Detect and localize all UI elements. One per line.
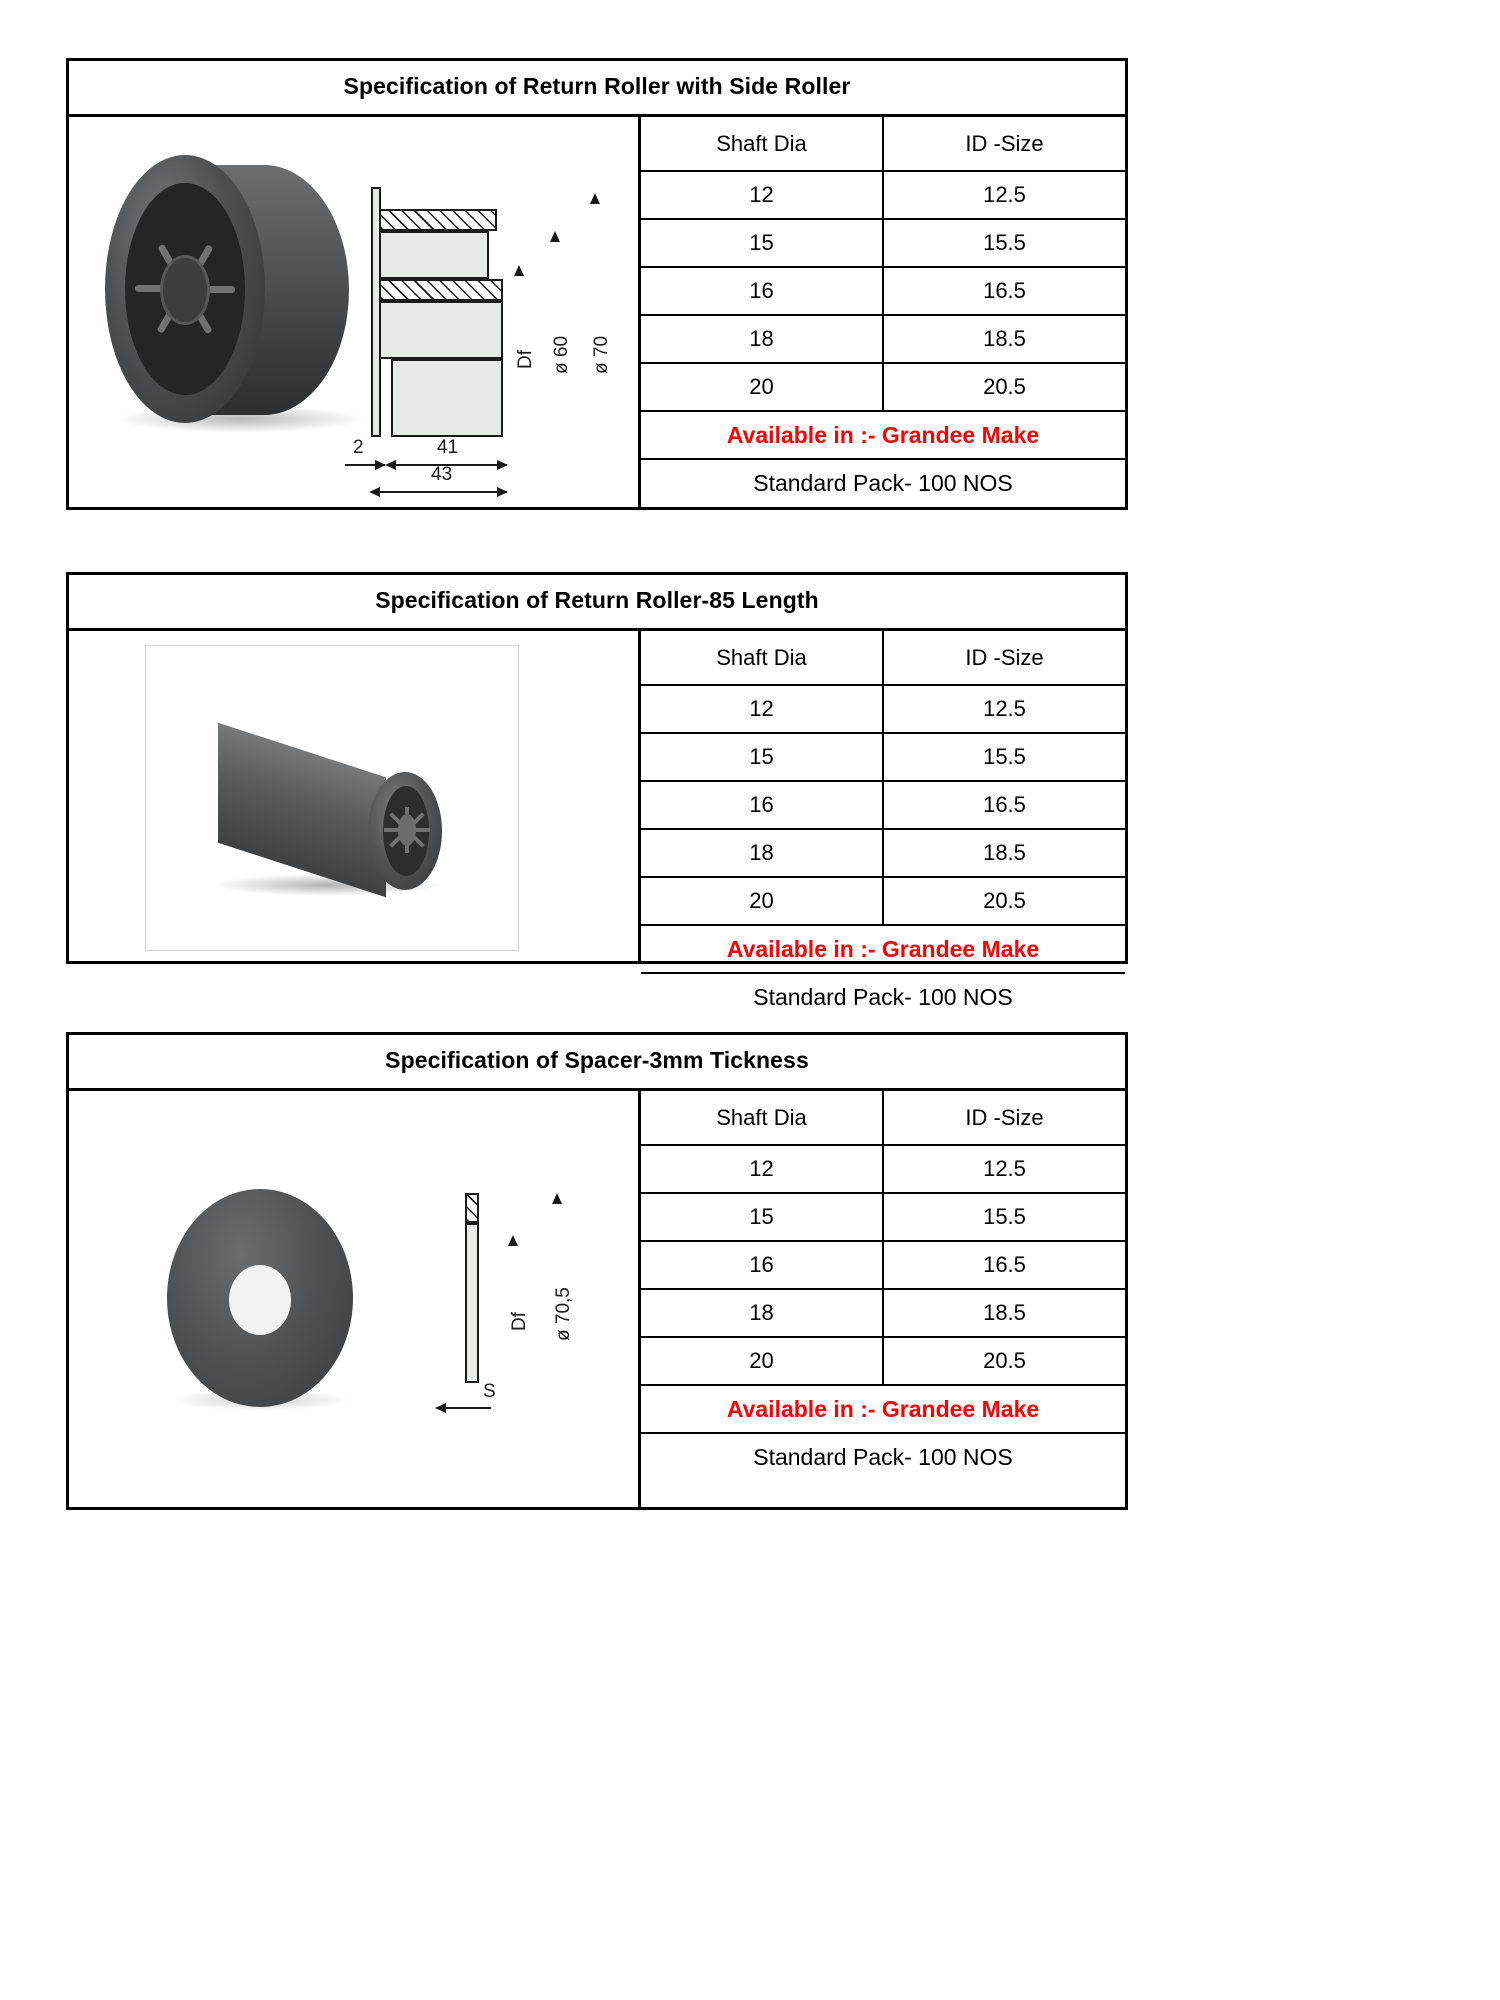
- dim-ext-dia60: [369, 437, 437, 439]
- spec-block-return-roller-side-roller: [66, 58, 1128, 510]
- cell-id-size: 12.5: [883, 685, 1125, 733]
- cell-shaft-dia: 15: [641, 219, 883, 267]
- spec-table: [641, 631, 1125, 1021]
- cell-shaft-dia: 20: [641, 363, 883, 411]
- table-row: [641, 267, 1125, 315]
- dim-line-dia705: [429, 1297, 431, 1443]
- cell-id-size: 12.5: [883, 171, 1125, 219]
- dim-arrow-df-up: [514, 265, 524, 276]
- spec-table: [641, 117, 1125, 507]
- cell-id-size: 20.5: [883, 363, 1125, 411]
- cell-id-size: 16.5: [883, 1241, 1125, 1289]
- section-title: Specification of Return Roller with Side Roller: [69, 61, 1125, 117]
- dim-arrow-41-right: [497, 460, 508, 470]
- dim-arrow-dia705-up: [552, 1193, 562, 1204]
- photo-frame: [145, 645, 519, 951]
- section-title: Specification of Return Roller-85 Length: [69, 575, 1125, 631]
- table-header-row: [641, 117, 1125, 171]
- dim-label-s: S: [483, 1381, 496, 1402]
- note-pack-text: Standard Pack- 100 NOS: [753, 470, 1013, 497]
- dim-label-41: 41: [437, 437, 459, 458]
- cell-shaft-dia: 15: [641, 1193, 883, 1241]
- cell-shaft-dia: 12: [641, 685, 883, 733]
- dim-label-dia60: ø 60: [551, 335, 572, 374]
- dim-arrow-dia70-up: [590, 193, 600, 204]
- table-note-row: [641, 973, 1125, 1021]
- cell-id-size: 16.5: [883, 781, 1125, 829]
- dim-label-dia705: ø 70,5: [553, 1287, 574, 1341]
- note-pack-text: Standard Pack- 100 NOS: [753, 1444, 1013, 1471]
- dim-arrow-dia60-up: [550, 231, 560, 242]
- table-row: [641, 171, 1125, 219]
- table-header-row: [641, 1091, 1125, 1145]
- table-row: [641, 1145, 1125, 1193]
- cell-shaft-dia: 16: [641, 781, 883, 829]
- table-note-row: [641, 411, 1125, 459]
- roller-hub: [160, 255, 210, 325]
- cell-id-size: 16.5: [883, 267, 1125, 315]
- dim-arrow-43-left: [369, 487, 380, 497]
- col-header-shaft-dia: Shaft Dia: [641, 631, 883, 685]
- table-header-row: [641, 631, 1125, 685]
- cell-shaft-dia: 16: [641, 1241, 883, 1289]
- dim-arrow-41-left: [385, 460, 396, 470]
- table-row: [641, 1289, 1125, 1337]
- cell-id-size: 18.5: [883, 829, 1125, 877]
- roller-85-hub: [398, 814, 416, 846]
- drawing-body-lower: [391, 359, 503, 437]
- cell-shaft-dia: 12: [641, 171, 883, 219]
- drawing-main-body: [379, 301, 503, 359]
- technical-drawing-spacer: [429, 1191, 639, 1441]
- cell-id-size: 15.5: [883, 1193, 1125, 1241]
- drawing-left-lip: [371, 187, 381, 437]
- spec-block-return-roller-85-length: [66, 572, 1128, 1011]
- note-pack-cell: [641, 973, 1125, 1021]
- table-row: [641, 829, 1125, 877]
- cell-shaft-dia: 20: [641, 1337, 883, 1385]
- cell-id-size: 12.5: [883, 1145, 1125, 1193]
- note-pack-cell: [641, 1433, 1125, 1481]
- cell-id-size: 20.5: [883, 877, 1125, 925]
- spacer-photo: [167, 1189, 367, 1419]
- table-row: [641, 781, 1125, 829]
- note-available-cell: [641, 1385, 1125, 1433]
- cell-shaft-dia: 18: [641, 829, 883, 877]
- dim-label-df: Df: [509, 1312, 530, 1331]
- col-header-id-size: ID -Size: [883, 117, 1125, 171]
- cell-shaft-dia: 18: [641, 1289, 883, 1337]
- table-row: [641, 1241, 1125, 1289]
- dim-line-df: [429, 1191, 431, 1295]
- dim-arrow-43-right: [497, 487, 508, 497]
- col-header-id-size: ID -Size: [883, 631, 1125, 685]
- dim-arrow-df-up: [508, 1235, 518, 1246]
- note-pack-text: Standard Pack- 100 NOS: [753, 984, 1013, 1011]
- drawing-hatch-bottom: [379, 279, 503, 301]
- drawing-bore-upper: [379, 231, 489, 279]
- table-row: [641, 1193, 1125, 1241]
- dim-line-43: [371, 491, 507, 493]
- drawing-hatch-top: [379, 209, 497, 231]
- cell-shaft-dia: 12: [641, 1145, 883, 1193]
- table-row: [641, 219, 1125, 267]
- figure-cell-return-roller: [69, 117, 641, 510]
- table-row: [641, 877, 1125, 925]
- spec-block-spacer-3mm-thickness: [66, 1032, 1128, 1510]
- dim-line-dia70: [369, 439, 371, 510]
- ext-line-s-left: [429, 1445, 431, 1473]
- spacer-hole: [229, 1265, 291, 1335]
- note-available-cell: [641, 411, 1125, 459]
- dim-arrow-s-left: [435, 1403, 446, 1413]
- figure-cell-return-roller-85: [69, 631, 641, 964]
- ext-line-s-right: [429, 1473, 431, 1501]
- note-available-text: Available in :- Grandee Make: [726, 935, 1040, 962]
- dim-label-2: 2: [353, 437, 364, 458]
- note-available-text: Available in :- Grandee Make: [726, 421, 1040, 448]
- table-row: [641, 363, 1125, 411]
- table-note-row: [641, 459, 1125, 507]
- dim-ext-dia705: [429, 1443, 515, 1445]
- note-available-text: Available in :- Grandee Make: [726, 1395, 1040, 1422]
- section-title: Specification of Spacer-3mm Tickness: [69, 1035, 1125, 1091]
- cell-shaft-dia: 20: [641, 877, 883, 925]
- table-row: [641, 315, 1125, 363]
- table-row: [641, 1337, 1125, 1385]
- spec-table-cell-2: [641, 631, 1125, 1011]
- note-available-cell: [641, 925, 1125, 973]
- roller-85-tube: [218, 723, 386, 898]
- table-note-row: [641, 925, 1125, 973]
- col-header-shaft-dia: Shaft Dia: [641, 117, 883, 171]
- spec-table-cell-1: [641, 117, 1125, 510]
- cell-shaft-dia: 15: [641, 733, 883, 781]
- dim-label-dia70: ø 70: [591, 335, 612, 374]
- table-row: [641, 685, 1125, 733]
- dim-ext-df: [429, 1295, 465, 1297]
- cell-id-size: 15.5: [883, 219, 1125, 267]
- roller-photo: [105, 155, 375, 445]
- table-note-row: [641, 1433, 1125, 1481]
- spec-table-cell-3: [641, 1091, 1125, 1510]
- cell-id-size: 18.5: [883, 315, 1125, 363]
- col-header-shaft-dia: Shaft Dia: [641, 1091, 883, 1145]
- table-note-row: [641, 1385, 1125, 1433]
- technical-drawing-return-roller: [353, 169, 639, 509]
- cell-id-size: 15.5: [883, 733, 1125, 781]
- drawing-spacer-section-top: [465, 1193, 479, 1223]
- roller-85-photo: [218, 724, 448, 904]
- cell-shaft-dia: 16: [641, 267, 883, 315]
- note-pack-cell: [641, 459, 1125, 507]
- cell-shaft-dia: 18: [641, 315, 883, 363]
- spec-table: [641, 1091, 1125, 1481]
- figure-cell-spacer: [69, 1091, 641, 1510]
- dim-label-df: Df: [515, 350, 536, 369]
- dim-label-43: 43: [431, 464, 453, 485]
- cell-id-size: 20.5: [883, 1337, 1125, 1385]
- table-row: [641, 733, 1125, 781]
- col-header-id-size: ID -Size: [883, 1091, 1125, 1145]
- cell-id-size: 18.5: [883, 1289, 1125, 1337]
- drawing-spacer-section: [465, 1223, 479, 1383]
